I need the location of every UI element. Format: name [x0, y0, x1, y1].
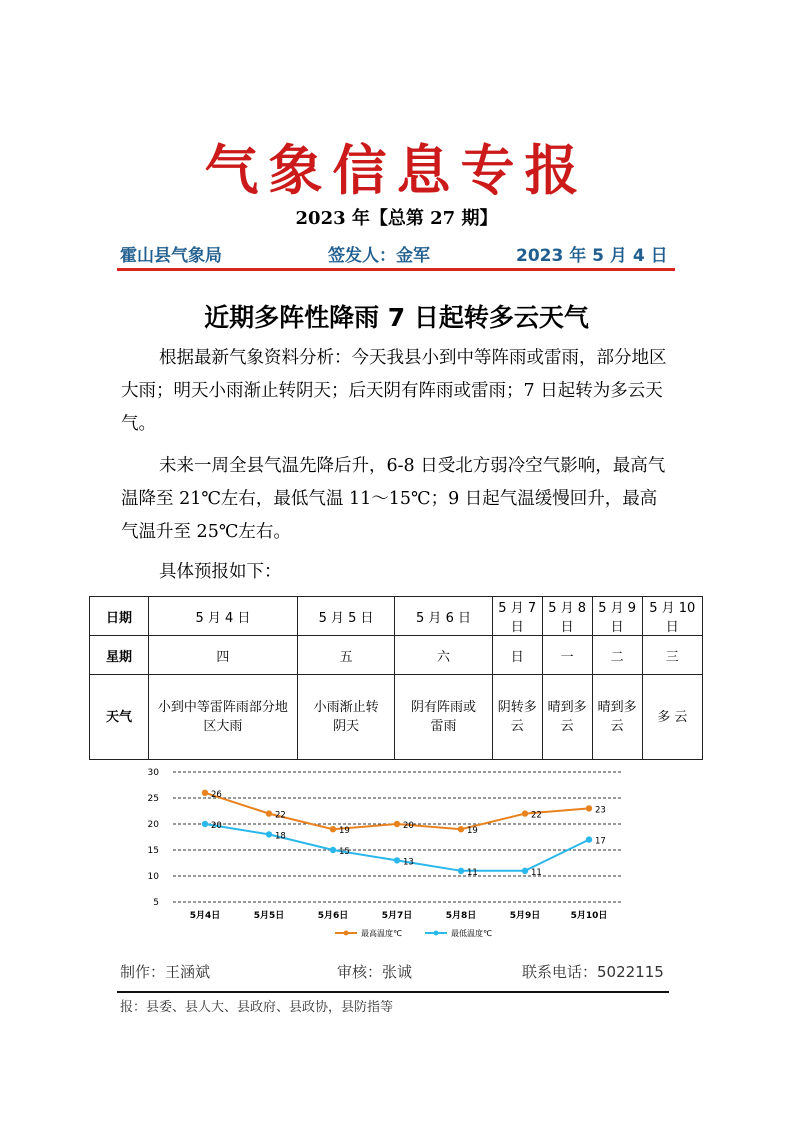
row-label-weekday: 星期	[90, 636, 149, 675]
weekday-cell: 二	[592, 636, 642, 675]
y-tick-label: 10	[147, 872, 159, 882]
weather-row	[90, 675, 703, 760]
weekday-cell: 六	[395, 636, 492, 675]
data-point	[266, 831, 272, 837]
data-label: 18	[275, 831, 286, 842]
date-cell: 5 月 8 日	[542, 597, 592, 636]
row-label-date: 日期	[90, 597, 149, 636]
forecast-table	[89, 596, 703, 760]
data-label: 13	[403, 857, 414, 868]
headline: 近期多阵性降雨 7 日起转多云天气	[204, 303, 589, 332]
data-point	[458, 826, 464, 832]
data-label: 26	[211, 789, 222, 800]
legend-marker	[434, 931, 439, 936]
contact-phone: 联系电话：5022115	[522, 963, 664, 981]
weather-cell: 多 云	[642, 675, 702, 760]
data-label: 19	[467, 826, 478, 837]
weather-cell: 晴到多云	[592, 675, 642, 760]
x-tick-label: 5月4日	[189, 911, 221, 921]
x-tick-label: 5月5日	[253, 911, 285, 921]
data-point	[330, 826, 336, 832]
data-point	[522, 868, 528, 874]
data-label: 22	[531, 810, 542, 821]
x-tick-label: 5月6日	[317, 911, 349, 921]
x-tick-label: 5月8日	[445, 911, 477, 921]
legend-label: 最高温度℃	[361, 929, 402, 938]
weather-cell: 阴转多云	[492, 675, 542, 760]
data-point	[458, 868, 464, 874]
date-cell: 5 月 10 日	[642, 597, 702, 636]
y-tick-label: 15	[147, 846, 159, 856]
issue-number: 2023 年【总第 27 期】	[295, 208, 498, 229]
date-cell: 5 月 9 日	[592, 597, 642, 636]
data-label: 11	[467, 867, 478, 878]
data-point	[266, 810, 272, 816]
data-point	[202, 821, 208, 827]
data-point	[330, 847, 336, 853]
date-cell: 5 月 4 日	[149, 597, 298, 636]
data-label: 20	[403, 821, 414, 831]
y-tick-label: 20	[147, 820, 159, 830]
weather-cell: 小到中等雷阵雨部分地区大雨	[149, 675, 298, 760]
date-cell: 5 月 6 日	[395, 597, 492, 636]
data-point	[522, 810, 528, 816]
y-tick-label: 5	[153, 898, 159, 908]
weather-cell: 阴有阵雨或雷雨	[395, 675, 492, 760]
weather-cell: 晴到多云	[542, 675, 592, 760]
paragraph-temperature: 未来一周全县气温先降后升，6-8 日受北方弱冷空气影响，最高气温降至 21℃左右，最低气温 11～15℃；9 日起气温缓慢回升，最高气温升至 25℃左右。	[121, 456, 666, 542]
date-cell: 5 月 5 日	[297, 597, 394, 636]
legend-marker	[344, 931, 349, 936]
weekday-cell: 日	[492, 636, 542, 675]
data-label: 19	[339, 826, 350, 837]
reviewer: 审核：张诚	[337, 963, 413, 981]
weekday-cell: 五	[297, 636, 394, 675]
x-tick-label: 5月9日	[509, 911, 541, 921]
data-point	[394, 821, 400, 827]
weekday-row	[90, 636, 703, 675]
legend-label: 最低温度℃	[451, 929, 492, 938]
weather-cell: 小雨渐止转阴天	[297, 675, 394, 760]
date-row	[90, 597, 703, 636]
issuing-bureau: 霍山县气象局	[120, 246, 222, 266]
data-label: 23	[595, 805, 606, 816]
row-label-weather: 天气	[90, 675, 149, 760]
paragraph-intro: 具体预报如下：	[159, 562, 282, 582]
data-label: 22	[275, 810, 286, 821]
weekday-cell: 三	[642, 636, 702, 675]
data-point	[586, 836, 592, 842]
data-label: 17	[595, 836, 606, 847]
data-label: 20	[211, 821, 222, 831]
report-title: 气象信息专报	[204, 138, 589, 202]
paragraph-forecast: 根据最新气象资料分析：今天我县小到中等阵雨或雷雨，部分地区大雨；明天小雨渐止转阴天；后天阴有阵雨或雷雨；7 日起转为多云天气。	[121, 348, 667, 434]
maker: 制作：王涵斌	[120, 963, 211, 981]
distribution-list: 报：县委、县人大、县政府、县政协，县防指等	[120, 1000, 394, 1015]
weekday-cell: 一	[542, 636, 592, 675]
y-tick-label: 25	[147, 794, 159, 804]
data-point	[586, 805, 592, 811]
x-tick-label: 5月10日	[570, 911, 608, 921]
min-temp-line	[205, 824, 589, 871]
weekday-cell: 四	[149, 636, 298, 675]
y-tick-label: 30	[147, 768, 159, 778]
date-cell: 5 月 7 日	[492, 597, 542, 636]
data-label: 11	[531, 867, 542, 878]
header-divider	[117, 268, 675, 271]
x-tick-label: 5月7日	[381, 911, 413, 921]
signer: 签发人：金军	[328, 246, 430, 266]
data-point	[202, 790, 208, 796]
data-point	[394, 857, 400, 863]
data-label: 15	[339, 847, 350, 857]
temperature-chart	[125, 764, 645, 944]
issue-date: 2023 年 5 月 4 日	[516, 246, 668, 266]
footer-divider	[117, 991, 669, 993]
